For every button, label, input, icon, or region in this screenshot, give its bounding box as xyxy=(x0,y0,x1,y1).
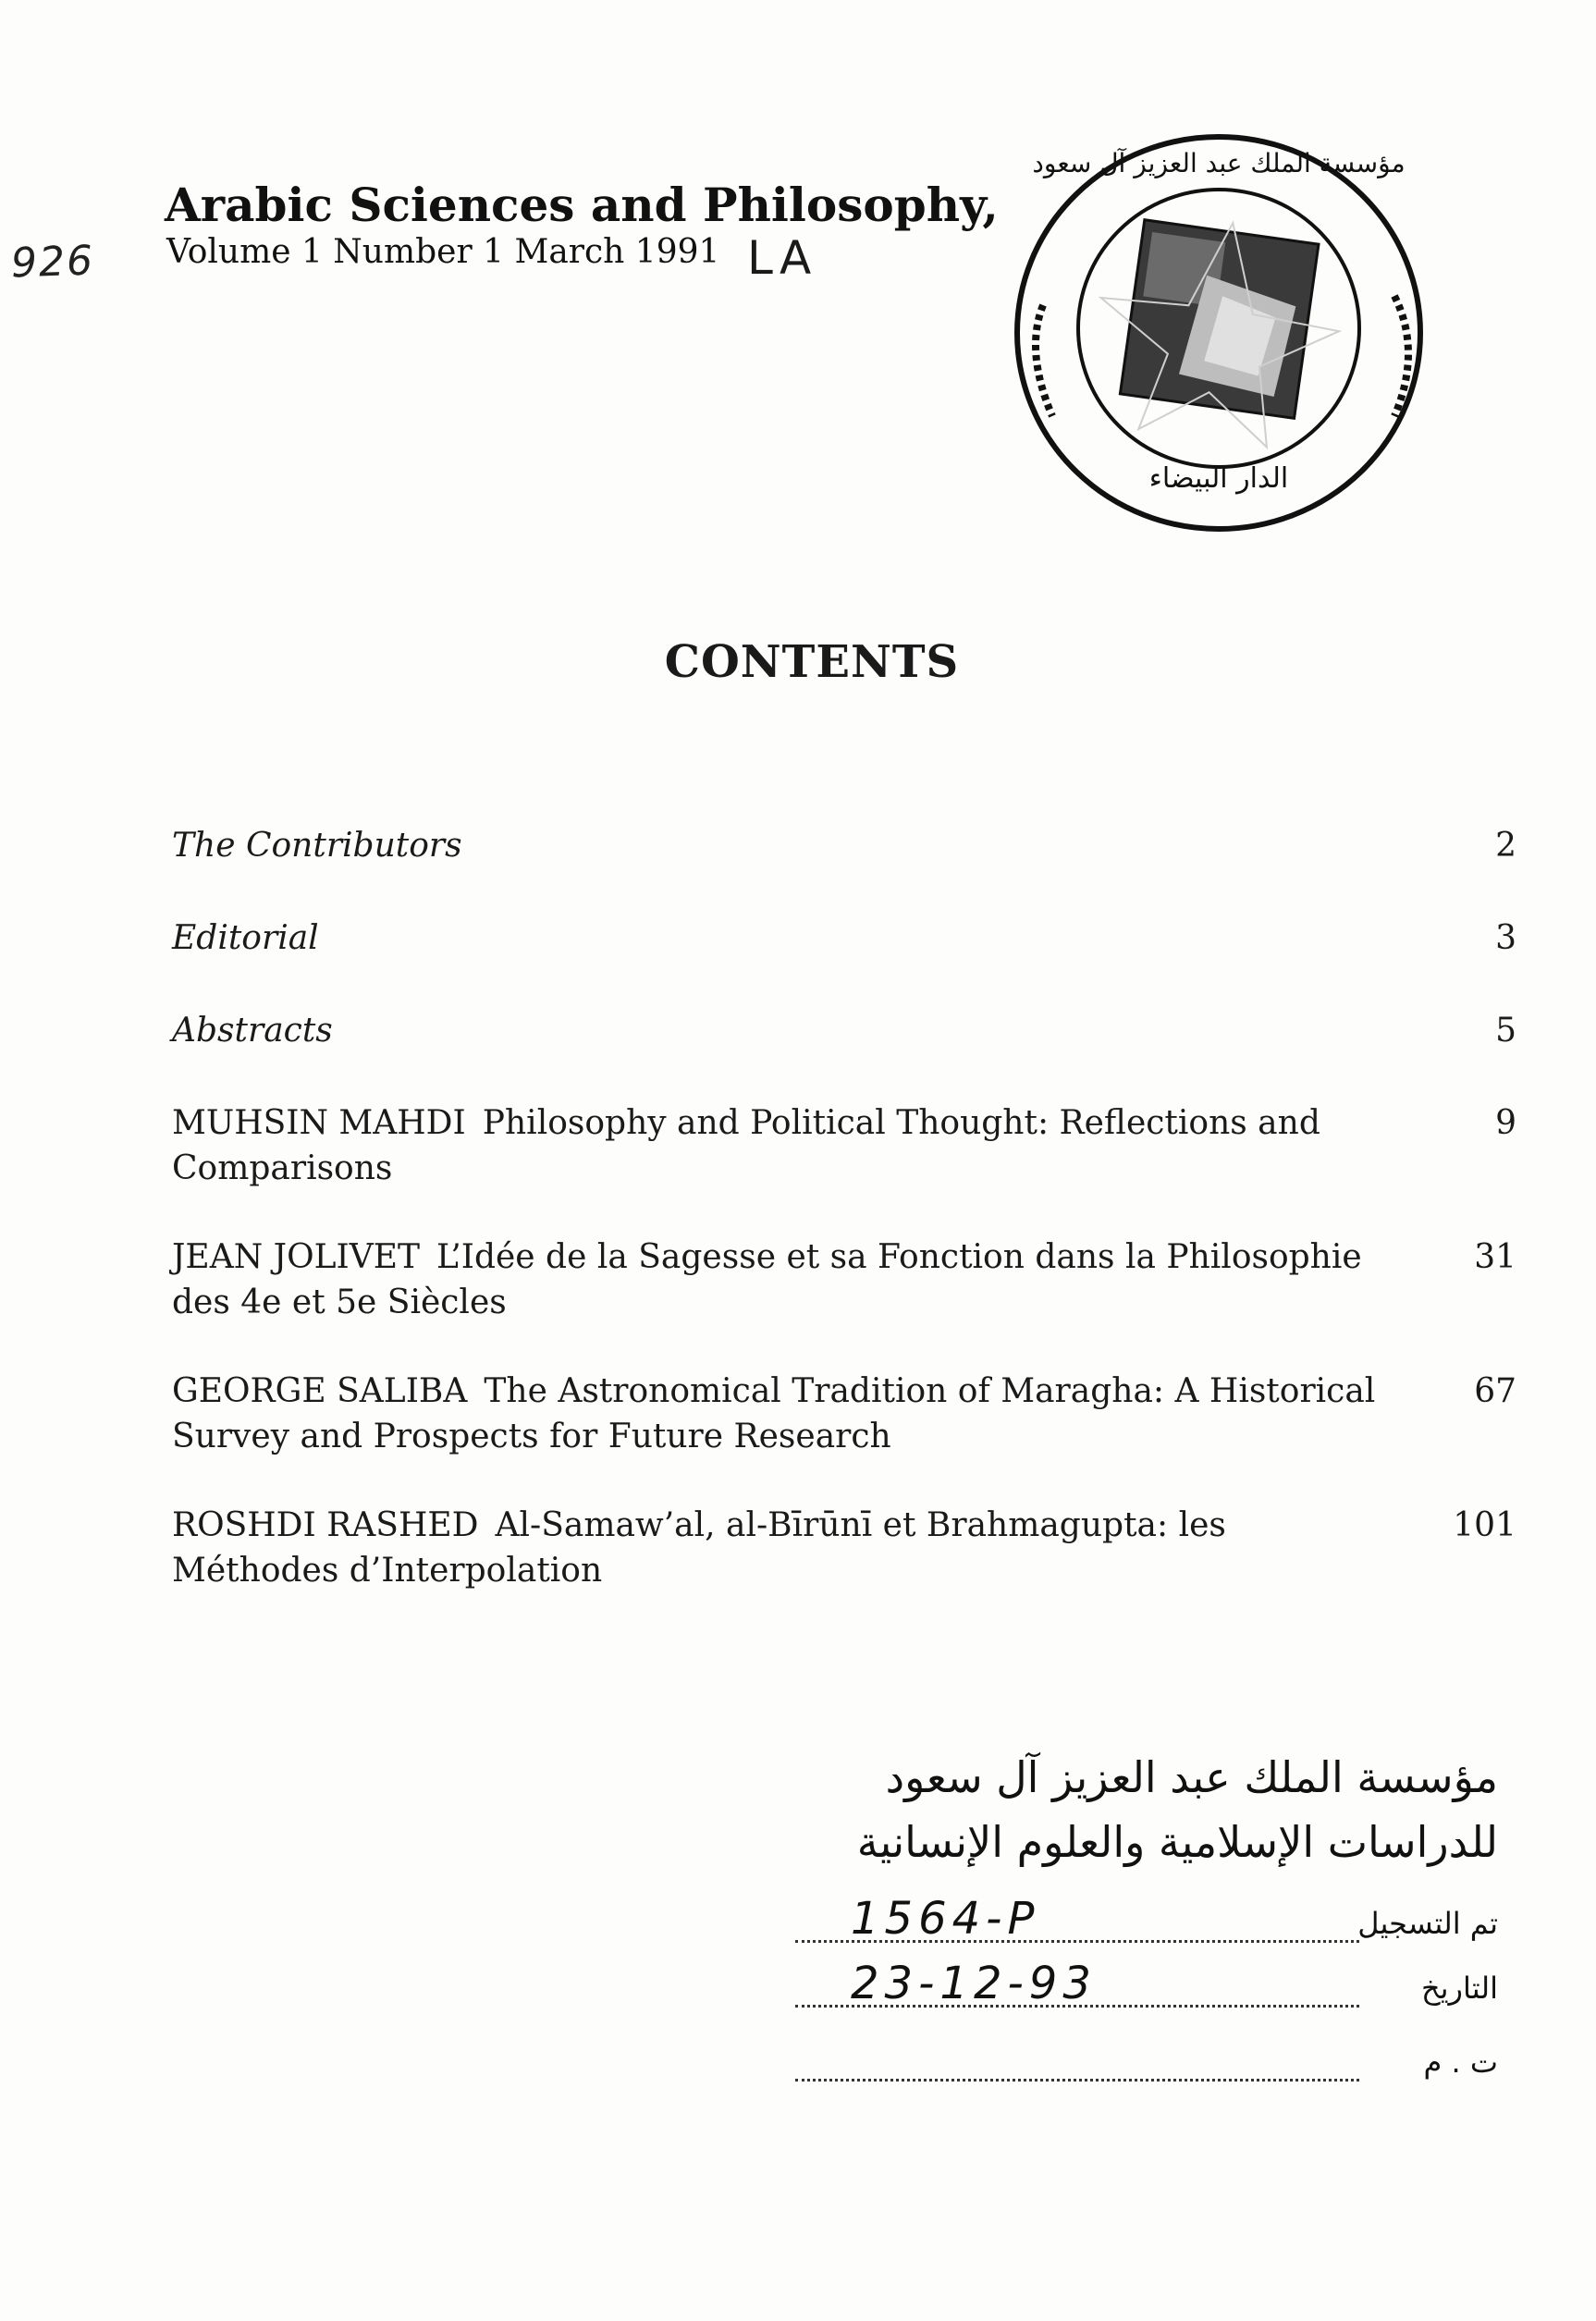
entry-author: GEORGE SALIBA xyxy=(172,1372,468,1410)
contents-entry xyxy=(172,1503,1516,1637)
entry-title: Editorial xyxy=(172,919,319,957)
stamp-top-text: مؤسسة الملك عبد العزيز آل سعود xyxy=(1032,148,1406,178)
entry-page: 2 xyxy=(1495,827,1516,865)
entry-page: 9 xyxy=(1495,1104,1516,1142)
registration-class-label: ت . م xyxy=(1423,2045,1498,2080)
entry-title: Abstracts xyxy=(172,1012,333,1050)
entry-author: MUHSIN MAHDI xyxy=(172,1104,466,1142)
registration-number-rule xyxy=(795,1940,1359,1943)
library-stamp xyxy=(988,120,1450,546)
registration-number-row xyxy=(795,1891,1498,1946)
stamp-bottom-text: الدار البيضاء xyxy=(1148,462,1289,495)
contents-entry xyxy=(172,1008,1516,1100)
entry-title: Philosophy and Political Thought: Reflections and Comparisons xyxy=(172,1104,1320,1187)
entry-author: ROSHDI RASHED xyxy=(172,1506,479,1544)
entry-page: 67 xyxy=(1474,1372,1516,1410)
contents-entry xyxy=(172,1369,1516,1503)
entry-title: Al-Samaw’al, al-Bīrūnī et Brahmagupta: les Méthodes d’Interpolation xyxy=(172,1506,1226,1590)
entry-author: JEAN JOLIVET xyxy=(172,1238,421,1276)
registration-date-rule xyxy=(795,2005,1359,2008)
entry-title: L’Idée de la Sagesse et sa Fonction dans la Philosophie des 4e et 5e Siècles xyxy=(172,1238,1362,1321)
entry-title: The Astronomical Tradition of Maragha: A Historical Survey and Prospects for Future Research xyxy=(172,1372,1376,1455)
registration-class-rule xyxy=(795,2079,1359,2082)
registration-number-label: تم التسجيل xyxy=(1357,1906,1498,1941)
registration-date-row xyxy=(795,1956,1498,2011)
registration-stamp xyxy=(795,1752,1498,2141)
entry-page: 3 xyxy=(1495,919,1516,957)
handwritten-margin-note: 926 xyxy=(10,237,95,288)
registration-institution-subtitle: للدراسات الإسلامية والعلوم الإنسانية xyxy=(856,1817,1498,1867)
registration-date: 23-12-93 xyxy=(851,1958,1097,2009)
registration-number: 1564-P xyxy=(851,1893,1040,1945)
contents-entry xyxy=(172,1100,1516,1234)
registration-institution: مؤسسة الملك عبد العزيز آل سعود xyxy=(885,1752,1498,1802)
contents-entry xyxy=(172,915,1516,1008)
journal-title: Arabic Sciences and Philosophy, xyxy=(165,178,999,232)
contents-heading: CONTENTS xyxy=(664,636,960,688)
contents-entry xyxy=(172,1234,1516,1369)
journal-issue: Volume 1 Number 1 March 1991 xyxy=(166,233,720,271)
registration-date-label: التاريخ xyxy=(1420,1971,1498,2006)
entry-title: The Contributors xyxy=(172,827,462,865)
entry-page: 101 xyxy=(1453,1506,1516,1544)
contents-entry xyxy=(172,823,1516,915)
handwritten-mark: LA xyxy=(747,231,817,285)
entry-page: 5 xyxy=(1495,1012,1516,1050)
registration-class-row xyxy=(795,2030,1498,2085)
entry-page: 31 xyxy=(1474,1238,1516,1276)
contents-list xyxy=(172,823,1516,1637)
